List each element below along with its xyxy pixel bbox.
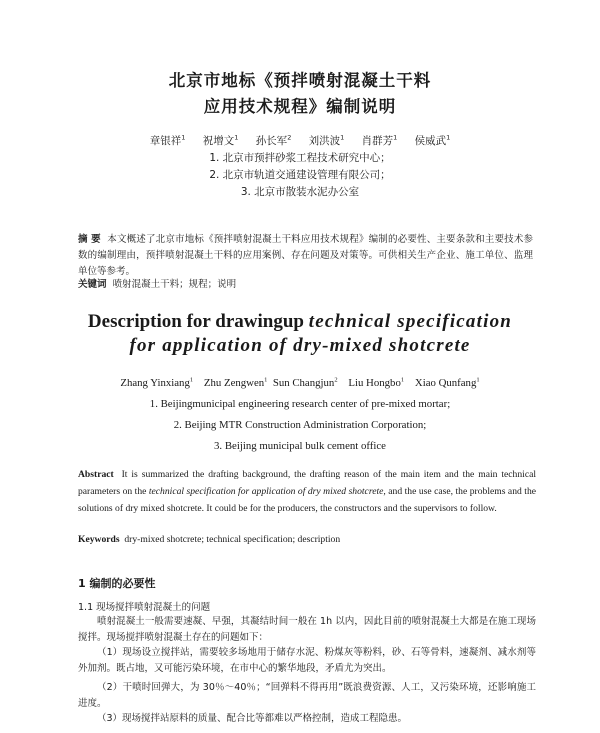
affiliation-cn-1: 1. 北京市预拌砂浆工程技术研究中心； — [209, 152, 391, 164]
list-item-1: （1）现场设立搅拌站，需要较多场地用于储存水泥、粉煤灰等粉料，砂、石等骨料，速凝剂、减水剂等外加剂。既占地，又可能污染环境，在市中心的繁华地段，矛盾尤为突出。 — [78, 647, 536, 674]
english-title — [0, 310, 600, 358]
english-title-line-1: Description for drawingup technical specification — [87, 311, 513, 332]
author-cn-1: 章银祥$^1$ — [149, 133, 186, 147]
chinese-abstract-text: 本文概述了北京市地标《预拌喷射混凝土干料应用技术规程》编制的必要性、主要条款和主要技术参数的编制理由，预拌喷射混凝土干料的应用案例、存在问题及对策等。可供相关生产企业、施工单位、监理单位等参考。 — [78, 234, 533, 277]
chinese-keywords — [78, 278, 533, 292]
chinese-keywords-label: 关键词 — [78, 279, 107, 290]
english-abstract-part-1: It is summarized the drafting background, the drafting reason of the main item and the main technical parameters on the — [78, 469, 536, 497]
list-item-3: （3）现场搅拌站原料的质量、配合比等都难以严格控制，造成工程隐患。 — [97, 713, 408, 724]
english-affiliations — [0, 394, 600, 457]
english-abstract-label: Abstract — [78, 469, 114, 480]
author-cn-5: 肖群芳$^1$ — [361, 133, 398, 147]
affiliation-en-2: 2. Beijing MTR Construction Administration Corporation; — [173, 419, 427, 431]
chinese-title-line-1: 北京市地标《预拌喷射混凝土干料 — [168, 71, 432, 90]
author-en-2: Zhu Zengwen$^1$ — [203, 376, 268, 389]
chinese-keywords-text: 喷射混凝土干料；规程；说明 — [112, 279, 237, 290]
list-item-2: （2）干喷时回弹大，为 30％～40％；“回弹料不得再用”既浪费资源、人工，又污染环境，还影响施工进度。 — [78, 682, 536, 709]
chinese-authors — [0, 132, 600, 150]
english-keywords — [78, 533, 536, 547]
chinese-title — [0, 68, 600, 120]
english-keywords-text: dry-mixed shotcrete; technical specification; description — [124, 534, 341, 545]
subsection-1-1-heading: 1.1 现场搅拌喷射混凝土的问题 — [78, 602, 211, 613]
chinese-abstract — [78, 232, 533, 280]
affiliation-en-3: 3. Beijing municipal bulk cement office — [214, 440, 386, 452]
author-cn-2: 祝增文$^1$ — [202, 133, 239, 147]
author-cn-4: 刘洪波$^1$ — [308, 133, 345, 147]
paragraph-intro: 喷射混凝土一般需要速凝、早强，其凝结时间一般在 1h 以内，因此目前的喷射混凝土大都是在施工现场搅拌。现场搅拌喷射混凝土存在的问题如下： — [78, 616, 536, 643]
chinese-abstract-label: 摘 要 — [78, 234, 101, 245]
author-en-3: Sun Changjun$^2$ — [272, 376, 338, 389]
english-keywords-label: Keywords — [78, 534, 120, 545]
author-en-5: Xiao Qunfang$^1$ — [414, 376, 480, 389]
english-abstract — [78, 466, 536, 517]
section-1-heading: 1 编制的必要性 — [78, 577, 156, 590]
affiliation-en-1: 1. Beijingmunicipal engineering research center of pre-mixed mortar; — [149, 398, 451, 410]
author-cn-6: 侯威武$^1$ — [414, 133, 451, 147]
affiliation-cn-2: 2. 北京市轨道交通建设管理有限公司； — [209, 169, 391, 181]
chinese-title-line-2: 应用技术规程》编制说明 — [203, 97, 397, 116]
english-title-line-2: for application of dry-mixed shotcrete — [129, 335, 471, 356]
chinese-affiliations — [0, 150, 600, 201]
author-en-1: Zhang Yinxiang$^1$ — [120, 376, 194, 389]
affiliation-cn-3: 3. 北京市散装水泥办公室 — [240, 186, 360, 198]
english-authors — [0, 376, 600, 390]
english-abstract-part-2: , and the use case, the problems and the solutions of dry mixed shotcrete. It could be for the producers, the constructors and the supervisors to follow. — [78, 486, 536, 514]
english-abstract-italic: technical specification for application of dry mixed shotcrete — [148, 486, 384, 497]
author-en-4: Liu Hongbo$^1$ — [348, 376, 405, 389]
author-cn-3: 孙长军$^2$ — [255, 133, 292, 147]
